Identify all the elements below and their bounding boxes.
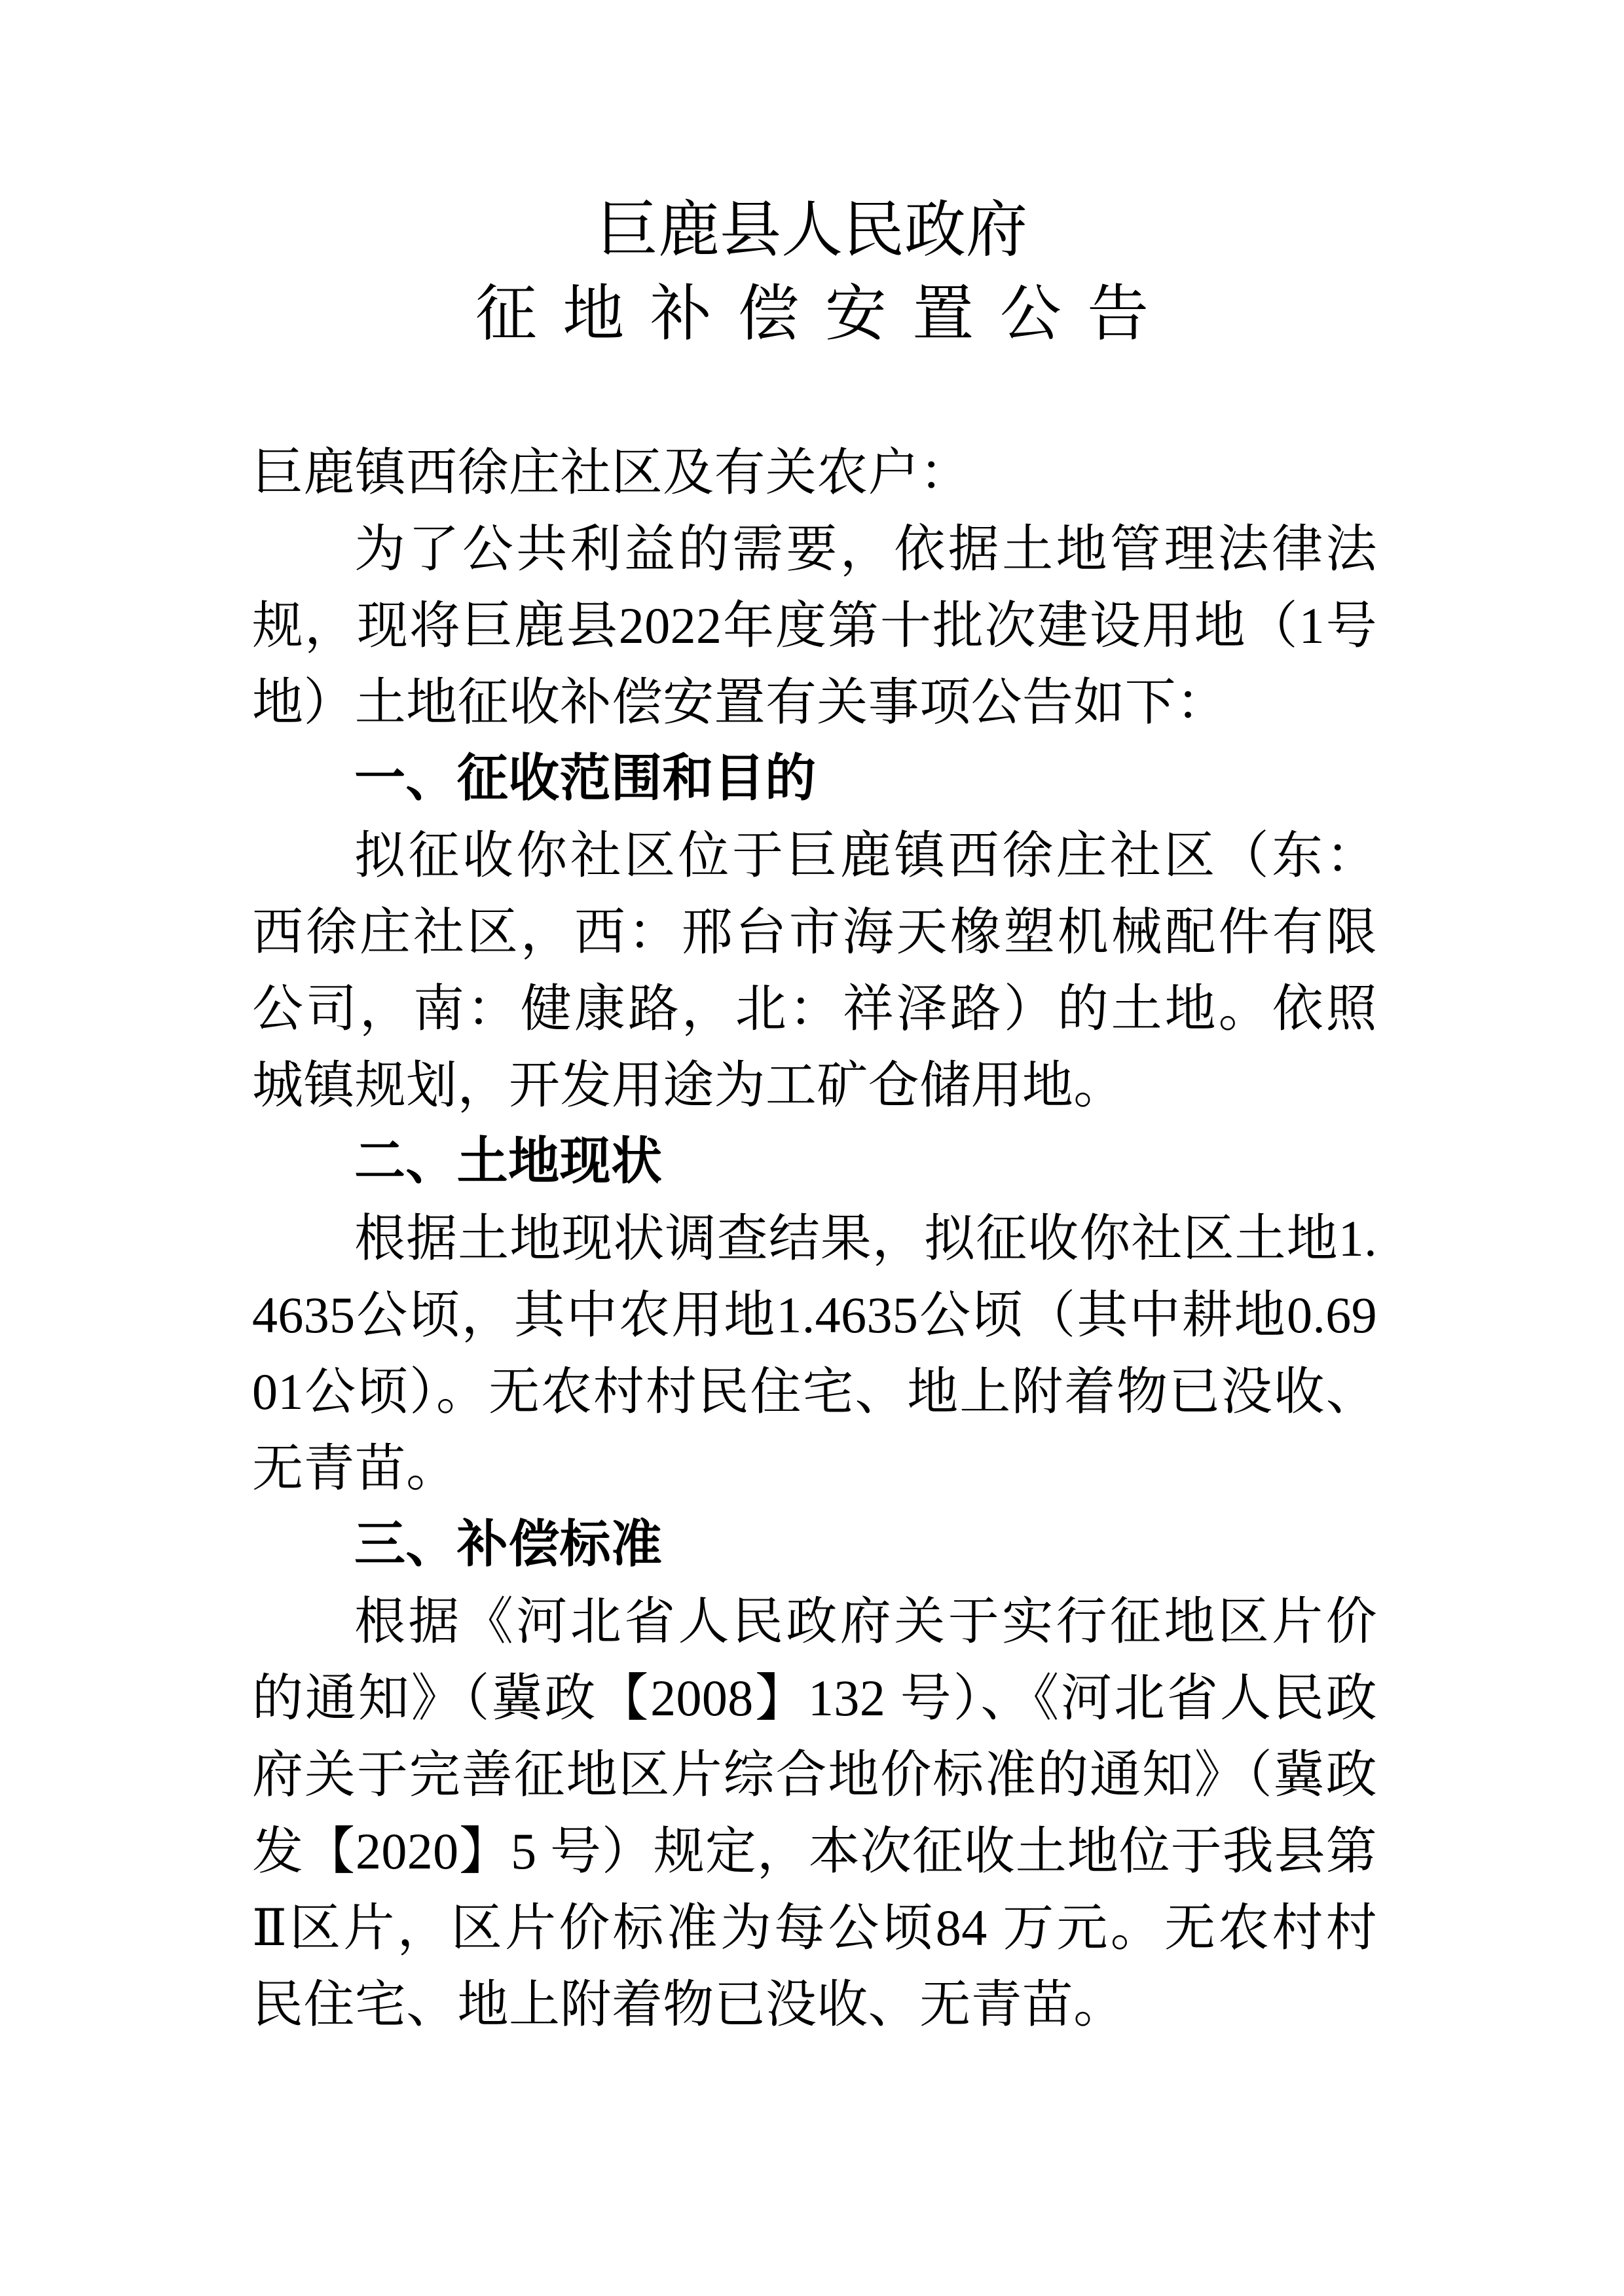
document-title — [0, 194, 1624, 351]
salutation: 巨鹿镇西徐庄社区及有关农户： — [252, 444, 971, 501]
section-body-2: 根据土地现状调查结果，拟征收你社区土地1.4635公顷，其中农用地1.4635公顷（其中耕地0.6901公顷）。无农村村民住宅、地上附着物已没收、无青苗。 — [252, 1210, 1377, 1497]
document-body — [252, 434, 1377, 2043]
section-body-1: 拟征收你社区位于巨鹿镇西徐庄社区（东：西徐庄社区，西：邢台市海天橡塑机械配件有限公司，南：健康路，北：祥泽路）的土地。依照城镇规划，开发用途为工矿仓储用地。 — [252, 827, 1377, 1114]
section-heading-1: 一、征收范围和目的 — [354, 749, 817, 808]
intro-paragraph: 为了公共利益的需要，依据土地管理法律法规，现将巨鹿县2022年度第十批次建设用地（1号地）土地征收补偿安置有关事项公告如下： — [252, 520, 1377, 731]
section-heading-3: 三、补偿标准 — [354, 1515, 663, 1574]
title-line-secondary: 征地补偿安置公告 — [475, 280, 1175, 348]
section-heading-2: 二、土地现状 — [354, 1132, 663, 1191]
title-line-primary: 巨鹿县人民政府 — [596, 196, 1027, 264]
section-body-3: 根据《河北省人民政府关于实行征地区片价的通知》（冀政【2008】132 号）、《河北省人民政府关于完善征地区片综合地价标准的通知》（冀政发【2020】5 号）规定，本次征收土地位于我县第Ⅱ区片，区片价标准为每公顷84 万元。无农村村民住宅、地上附着物已没收、无青苗。 — [252, 1593, 1377, 2033]
